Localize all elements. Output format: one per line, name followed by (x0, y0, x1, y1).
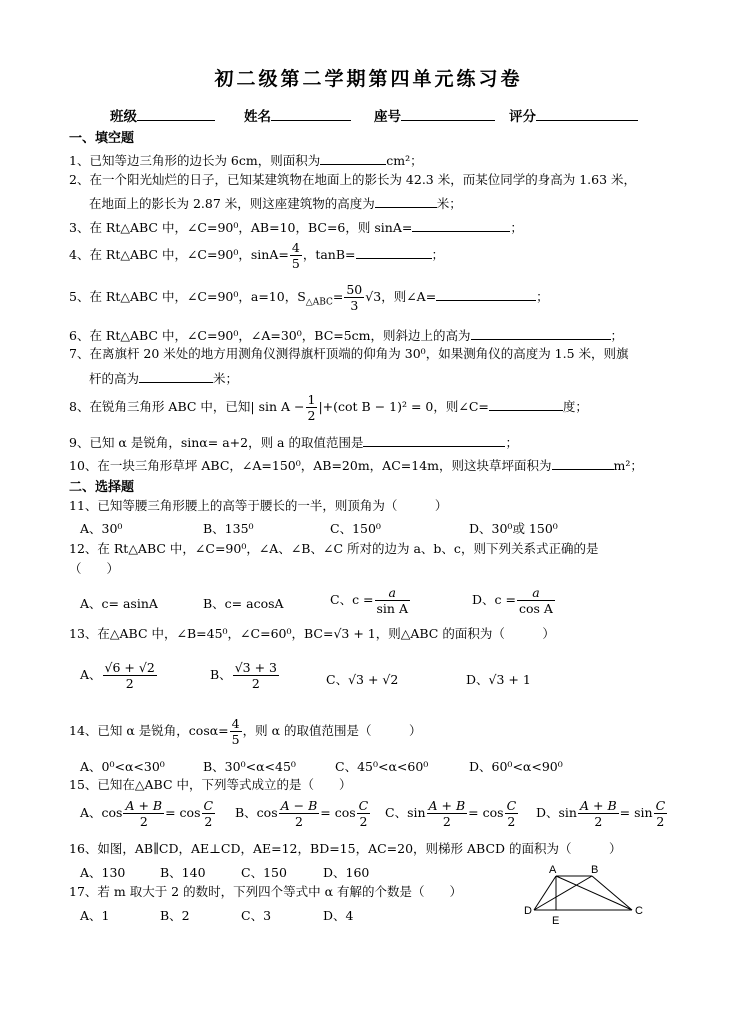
question-13: 13、在△ABC 中，∠B=45⁰，∠C=60⁰，BC=√3 + 1，则△ABC 的面积为（ ） (69, 626, 555, 641)
fraction: $\frac{A + B}{2}$ (428, 798, 466, 829)
fraction: $\frac{C}{2}$ (358, 798, 369, 829)
fraction: $\frac{A + B}{2}$ (125, 798, 163, 829)
class-label: 班级 (110, 105, 215, 125)
option-c[interactable]: C、150 (241, 865, 287, 880)
question-6: 6、在 Rt△ABC 中，∠C=90⁰，∠A=30⁰，BC=5cm，则斜边上的高为 ； (69, 324, 623, 344)
fraction: $\frac{a}{\text{sin A}}$ (376, 585, 408, 616)
answer-blank[interactable] (139, 367, 213, 383)
option-b[interactable]: B、 $\frac{√3 + 3}{2}$ (210, 660, 277, 691)
option-c[interactable]: C、sin $\frac{A + B}{2}$ = cos $\frac{C}{2}$ (385, 798, 517, 829)
option-b[interactable]: B、135⁰ (203, 521, 254, 536)
answer-blank[interactable] (471, 324, 611, 340)
option-a[interactable]: A、0⁰<α<30⁰ (80, 759, 165, 774)
option-d[interactable]: D、4 (323, 908, 354, 923)
question-12-line-2: （ ） (69, 561, 120, 576)
question-9: 9、已知 α 是锐角，sinα= a+2，则 a 的取值范围是 ； (69, 431, 518, 451)
name-label: 姓名 (244, 105, 351, 125)
question-3: 3、在 Rt△ABC 中，∠C=90⁰，AB=10，BC=6，则 sinA= ； (69, 216, 523, 236)
class-blank[interactable] (137, 105, 215, 121)
label-a: A (549, 864, 557, 876)
student-info-row (0, 105, 737, 125)
fraction: $\frac{√3 + 3}{2}$ (234, 660, 277, 691)
label-e: E (552, 915, 560, 927)
option-c[interactable]: C、3 (241, 908, 272, 923)
answer-blank[interactable] (320, 149, 386, 165)
fraction: $\frac{C}{2}$ (655, 798, 666, 829)
option-a[interactable]: A、cos $\frac{A + B}{2}$ = cos $\frac{C}{2}$ (80, 798, 214, 829)
answer-blank[interactable] (375, 192, 437, 208)
fraction: $\frac{4}{5}$ (231, 716, 240, 747)
label-b: B (591, 864, 599, 876)
answer-blank[interactable] (363, 431, 505, 447)
question-2-line-2: 在地面上的影长为 2.87 米，则这座建筑物的高度为 米； (89, 192, 462, 212)
question-16: 16、如图，AB∥CD，AE⊥CD，AE=12，BD=15，AC=20，则梯形 ABCD 的面积为（ ） (69, 841, 622, 856)
question-4: 4、在 Rt△ABC 中，∠C=90⁰，sinA= $\frac{4}{5}$ ，tanB= ； (69, 240, 445, 271)
fraction: $\frac{4}{5}$ (291, 240, 300, 271)
fraction: $\frac{√6 + √2}{2}$ (104, 660, 155, 691)
section-choice-header: 二、选择题 (69, 480, 135, 495)
fraction: $\frac{C}{2}$ (506, 798, 517, 829)
fraction: $\frac{a}{\text{cos A}}$ (518, 585, 553, 616)
fraction: $\frac{50}{3}$ (346, 282, 363, 313)
question-17: 17、若 m 取大于 2 的数时，下列四个等式中 α 有解的个数是（ ） (69, 884, 462, 899)
question-15: 15、已知在△ABC 中，下列等式成立的是（ ） (69, 777, 352, 792)
seat-blank[interactable] (401, 105, 495, 121)
option-b[interactable]: B、2 (160, 908, 190, 923)
answer-blank[interactable] (356, 243, 432, 259)
label-c: C (635, 905, 643, 917)
option-c[interactable]: C、√3 + √2 (326, 672, 399, 687)
option-a[interactable]: A、 $\frac{√6 + √2}{2}$ (80, 660, 155, 691)
trapezoid-figure (520, 862, 650, 928)
question-7-line-1: 7、在离旗杆 20 米处的地方用测角仪测得旗杆顶端的仰角为 30⁰，如果测角仪的高度为 1.5 米，则旗 (69, 346, 629, 361)
question-2-line-1: 2、在一个阳光灿烂的日子，已知某建筑物在地面上的影长为 42.3 米，而某位同学的身高为 1.63 米， (69, 172, 637, 187)
answer-blank[interactable] (412, 216, 510, 232)
score-blank[interactable] (536, 105, 638, 121)
page-title: 初二级第二学期第四单元练习卷 (214, 68, 523, 90)
option-c[interactable]: C、150⁰ (330, 521, 381, 536)
question-7-line-2: 杆的高为 米； (89, 367, 238, 387)
option-a[interactable]: A、130 (80, 865, 126, 880)
option-b[interactable]: B、c= acosA (203, 596, 284, 611)
option-b[interactable]: B、cos $\frac{A - B}{2}$ = cos $\frac{C}{2}$ (235, 798, 369, 829)
option-a[interactable]: A、1 (80, 908, 110, 923)
question-12-line-1: 12、在 Rt△ABC 中，∠C=90⁰，∠A、∠B、∠C 所对的边为 a、b、c，则下列关系式正确的是 (69, 541, 599, 556)
fraction: $\frac{A + B}{2}$ (580, 798, 617, 829)
option-a[interactable]: A、c= asinA (80, 596, 158, 611)
option-d[interactable]: D、sin $\frac{A + B}{2}$ = sin $\frac{C}{2}$ (536, 798, 666, 829)
answer-blank[interactable] (436, 285, 536, 301)
fraction: $\frac{A - B}{2}$ (280, 798, 318, 829)
question-10: 10、在一块三角形草坪 ABC，∠A=150⁰，AB=20m，AC=14m，则这块草坪面积为 m²； (69, 454, 643, 474)
answer-blank[interactable] (489, 395, 563, 411)
label-d: D (524, 905, 532, 917)
option-d[interactable]: D、c = $\frac{a}{\text{cos A}}$ (472, 585, 553, 616)
option-b[interactable]: B、30⁰<α<45⁰ (203, 759, 296, 774)
answer-blank[interactable] (552, 454, 614, 470)
question-5: 5、在 Rt△ABC 中，∠C=90⁰，a=10，$S_{\triangle ABC}=$ $\frac{50}{3}$ √3，则∠A= ； (69, 282, 549, 313)
option-d[interactable]: D、√3 + 1 (466, 672, 531, 687)
question-11: 11、已知等腰三角形腰上的高等于腰长的一半，则顶角为（ ） (69, 498, 448, 513)
fraction: $\frac{1}{2}$ (307, 392, 316, 423)
name-blank[interactable] (271, 105, 351, 121)
option-d[interactable]: D、30⁰或 150⁰ (469, 521, 558, 536)
fraction: $\frac{C}{2}$ (203, 798, 214, 829)
sqrt-expression: √3 + 1 (333, 626, 376, 641)
question-1: 1、已知等边三角形的边长为 6cm，则面积为 cm²； (69, 149, 423, 169)
question-14: 14、已知 α 是锐角，cosα= $\frac{4}{5}$ ，则 α 的取值范围是（ ） (69, 716, 422, 747)
sqrt-three: √3 (365, 289, 382, 304)
option-c[interactable]: C、45⁰<α<60⁰ (335, 759, 429, 774)
section-fill-header: 一、填空题 (69, 131, 135, 146)
score-label: 评分 (509, 105, 638, 125)
question-8: 8、在锐角三角形 ABC 中，已知| sin A − $\frac{1}{2}$ |+(cot B − 1)² = 0，则∠C= 度； (69, 392, 588, 423)
option-b[interactable]: B、140 (160, 865, 206, 880)
option-d[interactable]: D、60⁰<α<90⁰ (469, 759, 563, 774)
seat-label: 座号 (374, 105, 495, 125)
option-a[interactable]: A、30⁰ (80, 521, 123, 536)
option-d[interactable]: D、160 (323, 865, 370, 880)
option-c[interactable]: C、c = $\frac{a}{\text{sin A}}$ (330, 585, 408, 616)
